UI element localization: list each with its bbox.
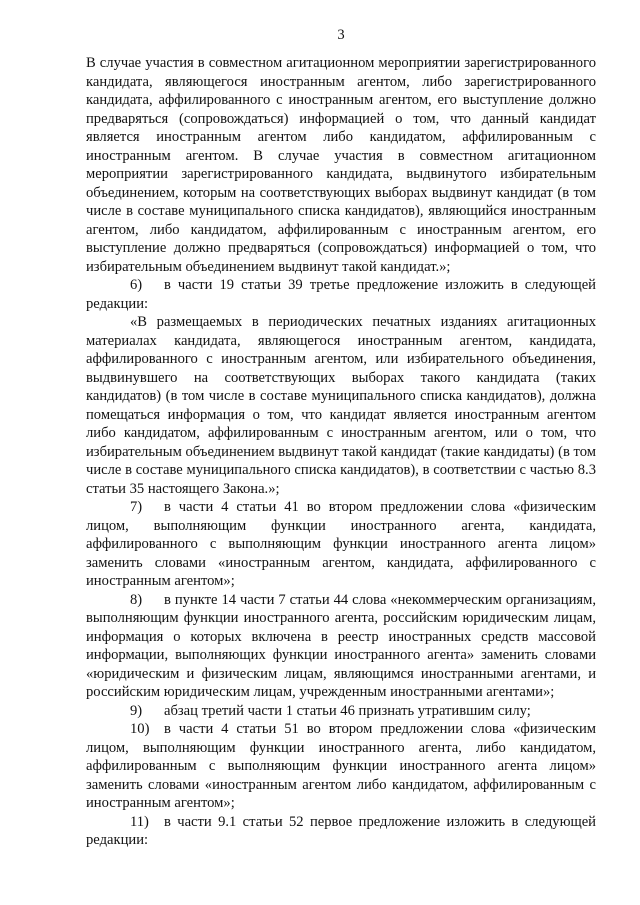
item-number: 9) [130,702,143,719]
item-number: 7) [130,499,143,515]
paragraph-text: в части 4 статьи 51 во втором предложении слова «физическим лицом, выполняющим функции иностранного агента, либо кандидатом, аффилированным с выполняющим функции иностранного агента лицом» заменить словами «иностранным агентом либо кандидатом, аффилированным с иностранным агентом»; [86,721,596,811]
list-item-9 [86,702,596,721]
paragraph-text: В случае участия в совместном агитационном мероприятии зарегистрированного кандидата, являющегося иностранным агентом, либо зарегистрированного кандидата, аффилированного с иностранным агентом, его выступление должно предваряться (сопровождаться) информацией о том, что данный кандидат является иностранным агентом либо кандидатом, аффилированным с иностранным агентом. В случае участия в совместном агитационном мероприятии зарегистрированного кандидата, выдвинутого избирательным объединением, которым на соответствующих выборах выдвинут кандидат (в том числе в составе муниципального списка кандидатов), являющийся иностранным агентом, либо кандидатом, аффилированным с иностранным агентом, его выступление должно предваряться (сопровождаться) информацией о том, что избирательным объединением выдвинут такой кандидат.»; [86,55,596,275]
paragraph-text: абзац третий части 1 статьи 46 признать утратившим силу; [164,702,531,719]
item-number: 8) [130,591,143,608]
item-number: 10) [130,721,150,737]
list-item-7 [86,498,596,591]
paragraph-text: в пункте 14 части 7 статьи 44 слова «некоммерческим организациям, выполняющим функции иностранного агента, российским юридическим лицам, информация о которых включена в реестр иностранных средств массовой информации, выполняющих функции иностранного агента» заменить словами «юридическим и физическим лицам, являющимся иностранными агентами, и российским юридическим лицам, учрежденным иностранными агентами»; [86,591,596,700]
list-item-8 [86,591,596,702]
paragraph-text: в части 19 статьи 39 третье предложение изложить в следующей редакции: [86,277,596,312]
list-item-6 [86,276,596,313]
paragraph-text: в части 4 статьи 41 во втором предложении слова «физическим лицом, выполняющим функции иностранного агента, кандидата, аффилированного с выполняющим функции иностранного агента лицом» заменить словами «иностранным агентом, кандидата, аффилированного с иностранным агентом»; [86,499,596,589]
item-number: 6) [130,277,143,293]
page-number: 3 [337,27,345,43]
list-item-11 [86,813,596,850]
item-number: 11) [130,813,149,830]
list-item-10 [86,720,596,813]
quoted-paragraph [86,313,596,498]
paragraph-continuation [86,54,596,276]
paragraph-text: «В размещаемых в периодических печатных изданиях агитационных материалах кандидата, являющегося иностранным агентом, кандидата, аффилированного с иностранным агентом, или избирательного объединения, выдвинувшего на соответствующих выборах такого кандидата (таких кандидатов) (в том числе в составе муниципального списка кандидатов), должна помещаться информация о том, что кандидат является иностранным агентом либо кандидатом, аффилированным с иностранным агентом, или о том, что избирательным объединением выдвинут такой кандидат (такие кандидаты) (в том числе в составе муниципального списка кандидатов), в соответствии с частью 8.3 статьи 35 настоящего Закона.»; [86,314,596,497]
paragraph-text: в части 9.1 статьи 52 первое предложение изложить в следующей редакции: [86,813,596,848]
